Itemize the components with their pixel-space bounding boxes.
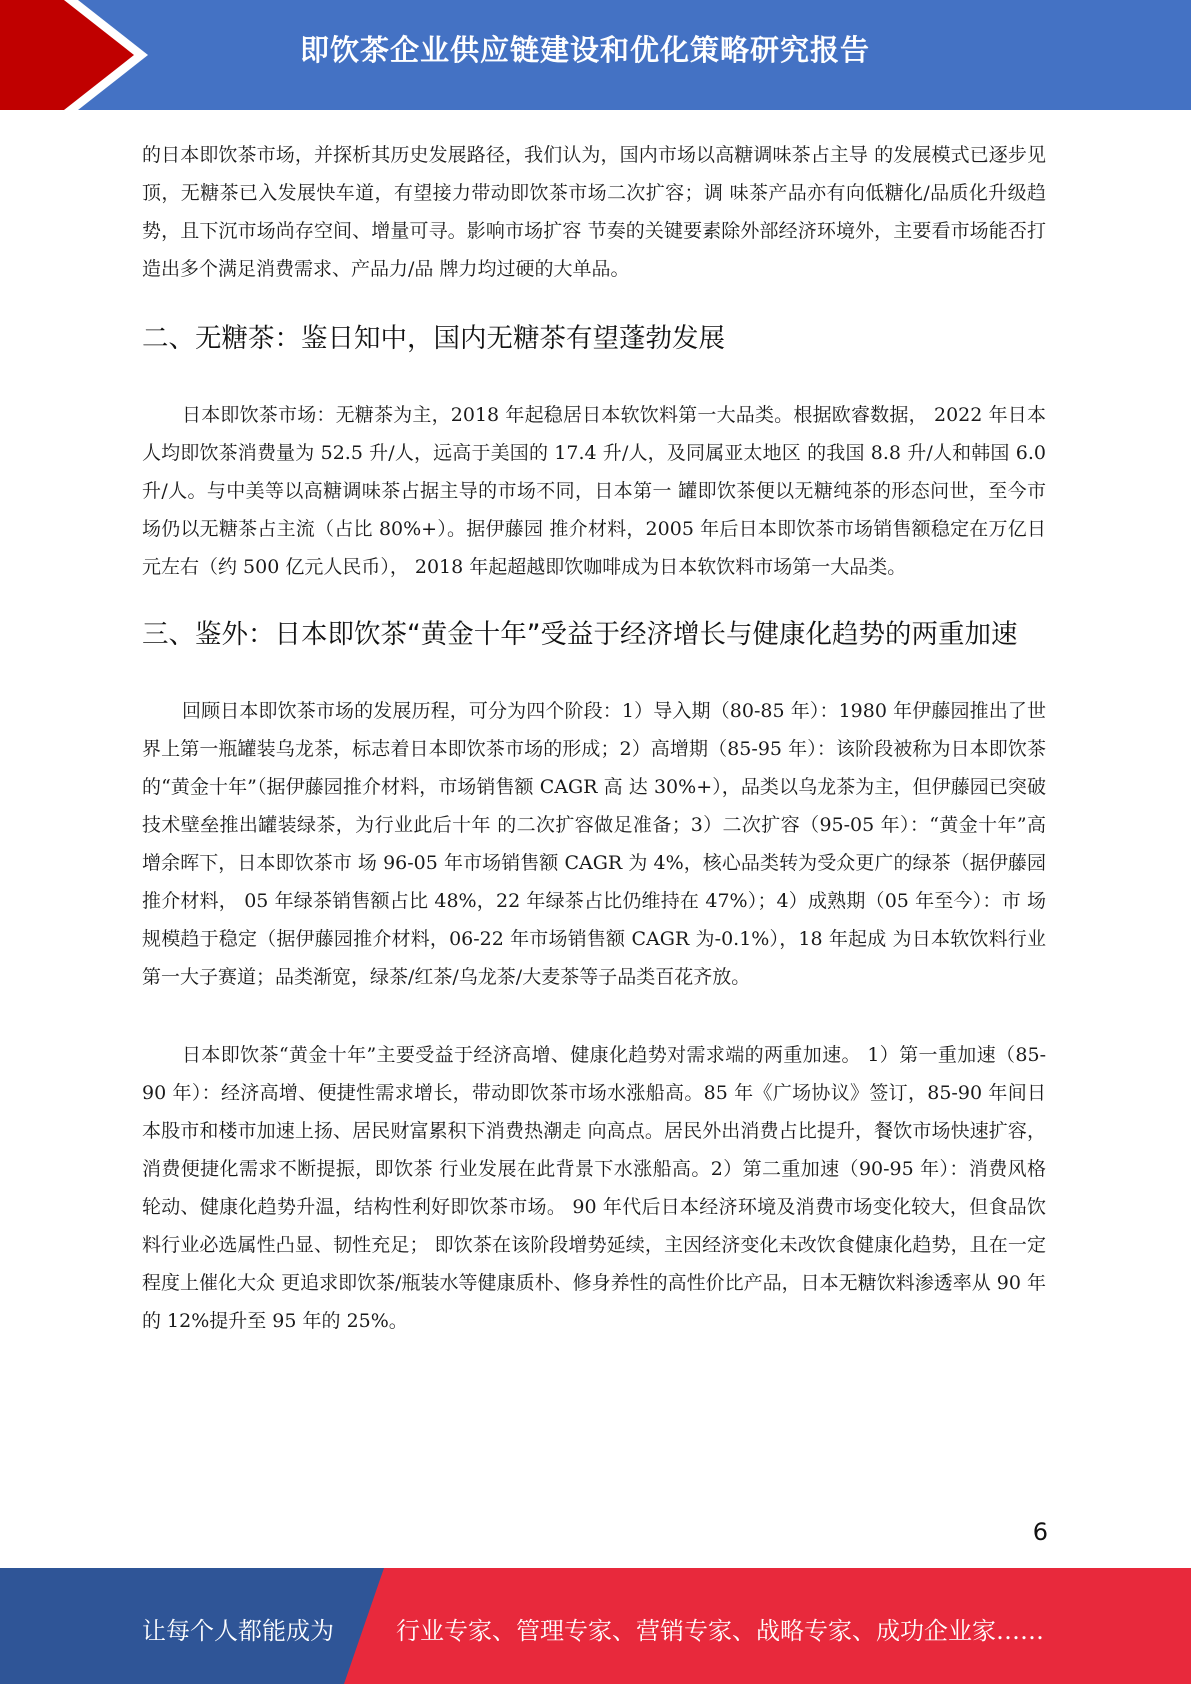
paragraph-japan-market: 日本即饮茶市场：无糖茶为主，2018 年起稳居日本软饮料第一大品类。根据欧睿数据， 2022 年日本人均即饮茶消费量为 52.5 升/人，远高于美国的 17.4 升/人，及同属亚太地区 的我国 8.8 升/人和韩国 6.0 升/人。与中美等以高糖调味茶占据主导的市场不同，日本第一 罐即饮茶便以无糖纯茶的形态问世，至今市场仍以无糖茶占主流（占比 80%+）。据伊藤园 推介材料，2005 年后日本即饮茶市场销售额稳定在万亿日元左右（约 500 亿元人民币）， 2018 年起超越即饮咖啡成为日本软饮料市场第一大品类。 [142,404,1046,578]
footer-band [0,1568,1191,1684]
section-heading-3: 三、鉴外：日本即饮茶“黄金十年”受益于经济增长与健康化趋势的两重加速 [142,619,1018,650]
report-title: 即饮茶企业供应链建设和优化策略研究报告 [300,33,871,67]
document-body [142,130,1046,1340]
footer-slogan-right: 行业专家、管理专家、营销专家、战略专家、成功企业家…… [396,1617,1044,1645]
page-number: 6 [1032,1518,1048,1546]
section-heading-2: 二、无糖茶：鉴日知中，国内无糖茶有望蓬勃发展 [142,323,725,354]
header-band [0,0,1191,110]
paragraph-golden-decade: 日本即饮茶“黄金十年”主要受益于经济高增、健康化趋势对需求端的两重加速。 1）第一重加速（85-90 年）：经济高增、便捷性需求增长，带动即饮茶市场水涨船高。85 年《广场协议》签订，85-90 年间日本股市和楼市加速上扬、居民财富累积下消费热潮走 向高点。居民外出消费占比提升，餐饮市场快速扩容，消费便捷化需求不断提振，即饮茶 行业发展在此背景下水涨船高。2）第二重加速（90-95 年）：消费风格轮动、健康化趋势升温，结构性利好即饮茶市场。 90 年代后日本经济环境及消费市场变化较大，但食品饮料行业必选属性凸显、韧性充足； 即饮茶在该阶段增势延续，主因经济变化未改饮食健康化趋势，且在一定程度上催化大众 更追求即饮茶/瓶装水等健康质朴、修身养性的高性价比产品，日本无糖饮料渗透率从 90 年的 12%提升至 95 年的 25%。 [142,1044,1046,1332]
header-arrow-decoration [0,0,160,110]
paragraph-intro: 的日本即饮茶市场，并探析其历史发展路径，我们认为，国内市场以高糖调味茶占主导 的发展模式已逐步见顶，无糖茶已入发展快车道，有望接力带动即饮茶市场二次扩容；调 味茶产品亦有向低糖化/品质化升级趋势，且下沉市场尚存空间、增量可寻。影响市场扩容 节奏的关键要素除外部经济环境外，主要看市场能否打造出多个满足消费需求、产品力/品 牌力均过硬的大单品。 [142,144,1046,280]
footer-slogan-left: 让每个人都能成为 [142,1617,334,1645]
paragraph-history: 回顾日本即饮茶市场的发展历程，可分为四个阶段：1）导入期（80-85 年）：1980 年伊藤园推出了世界上第一瓶罐装乌龙茶，标志着日本即饮茶市场的形成；2）高增期（85-95 年）：该阶段被称为日本即饮茶的“黄金十年”（据伊藤园推介材料，市场销售额 CAGR 高 达 30%+），品类以乌龙茶为主，但伊藤园已突破技术壁垒推出罐装绿茶，为行业此后十年 的二次扩容做足准备；3）二次扩容（95-05 年）：“黄金十年”高增余晖下，日本即饮茶市 场 96-05 年市场销售额 CAGR 为 4%，核心品类转为受众更广的绿茶（据伊藤园推介材料， 05 年绿茶销售额占比 48%，22 年绿茶占比仍维持在 47%）；4）成熟期（05 年至今）：市 场规模趋于稳定（据伊藤园推介材料，06-22 年市场销售额 CAGR 为-0.1%），18 年起成 为日本软饮料行业第一大子赛道；品类渐宽，绿茶/红茶/乌龙茶/大麦茶等子品类百花齐放。 [142,700,1046,988]
